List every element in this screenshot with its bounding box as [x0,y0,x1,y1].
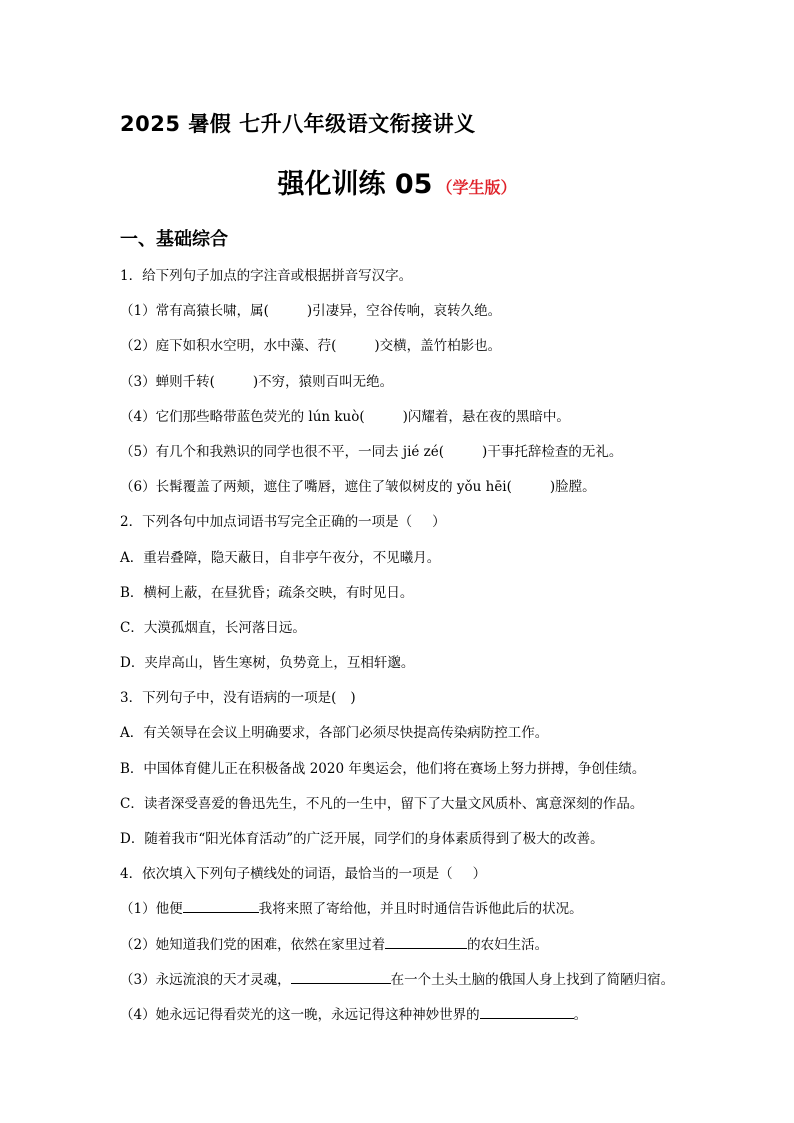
q4-stem: 4．依次填入下列句子横线处的词语，最恰当的一项是（ ） [120,866,487,883]
q1-item-6: （6）长髯覆盖了两颊，遮住了嘴唇，遮住了皱似树皮的 yǒu hēi( )脸膛。 [120,479,596,496]
q4-item-3: （3）永远流浪的天才灵魂， 在一个土头土脑的俄国人身上找到了简陋归宿。 [120,968,676,992]
title-main: 强化训练 05 [277,169,433,200]
answer-blank [291,969,391,984]
q2-option-d: D．夹岸高山，皆生寒树，负势竟上，互相轩邈。 [120,655,415,672]
q2-option-b: B．横柯上蔽，在昼犹昏；疏条交映，有时见日。 [120,584,414,601]
answer-blank [183,898,259,913]
q4-item-1: （1）他便 我将来照了寄给他，并且时时通信告诉他此后的状况。 [120,897,676,932]
section-heading: 一、基础综合 [120,229,228,250]
title-edition-tag: （学生版） [436,178,517,197]
answer-blank [385,934,467,949]
q2-stem: 2．下列各句中加点词语书写完全正确的一项是（ ） [120,514,446,531]
q4-item-2: （2）她知道我们党的困难，依然在家里过着 的农妇生活。 [120,933,676,968]
q2-option-a: A．重岩叠障，隐天蔽日，自非亭午夜分，不见曦月。 [120,549,441,566]
q1-item-3: （3）蝉则千转( )不穷，猿则百叫无绝。 [120,373,394,390]
q1-stem: 1．给下列句子加点的字注音或根据拼音写汉字。 [120,268,413,284]
q1-item-4: （4）它们那些略带蓝色荧光的 lún kuò( )闪耀着，悬在夜的黑暗中。 [120,408,570,425]
q4-item-4: （4）她永远记得看荧光的这一晚，永远记得这种神妙世界的 。 [120,1003,676,1038]
q3-option-b: B．中国体育健儿正在积极备战 2020 年奥运会，他们将在赛场上努力拼搏，争创佳绩。 [120,760,646,777]
q3-option-c: C．读者深受喜爱的鲁迅先生，不凡的一生中，留下了大量文风质朴、寓意深刻的作品。 [120,795,644,812]
q3-option-a: A．有关领导在会议上明确要求，各部门必须尽快提高传染病防控工作。 [120,725,549,742]
answer-blank [480,1004,574,1019]
q2-option-c: C．大漠孤烟直，长河落日远。 [120,619,306,636]
document-header: 2025 暑假 七升八年级语文衔接讲义 [120,112,476,136]
question-list [120,264,676,1038]
q1-item-2: （2）庭下如积水空明，水中藻、荇( )交横，盖竹柏影也。 [120,338,502,355]
q1-item-5: （5）有几个和我熟识的同学也很不平，一同去 jié zé( )干事托辞检查的无礼。 [120,443,623,460]
q1-item-1: （1）常有高猿长啸，属( )引凄异，空谷传响，哀转久绝。 [120,303,502,320]
q3-option-d: D．随着我市“阳光体育活动”的广泛开展，同学们的身体素质得到了极大的改善。 [120,831,604,847]
q3-stem: 3．下列句子中，没有语病的一项是( ) [120,690,356,707]
document-title [0,162,794,201]
